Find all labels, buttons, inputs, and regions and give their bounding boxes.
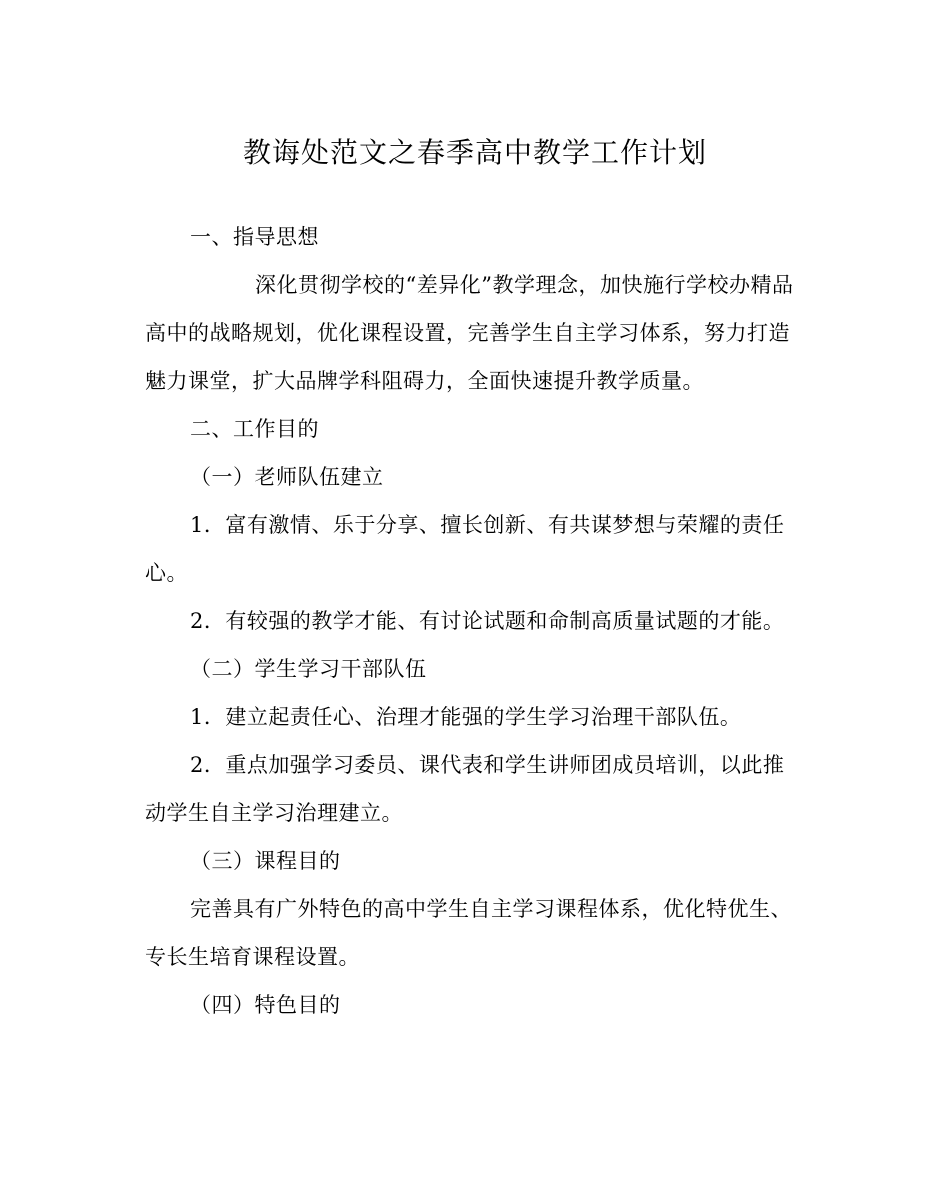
list-item: 2．有较强的教学才能、有讨论试题和命制高质量试题的才能。 xyxy=(190,609,785,633)
list-item: 1．富有激情、乐于分享、擅长创新、有共谋梦想与荣耀的责任 xyxy=(190,513,785,537)
paragraph-line: 专长生培育课程设置。 xyxy=(145,945,360,969)
document-title: 教诲处范文之春季高中教学工作计划 xyxy=(242,136,707,169)
paragraph-line: 动学生自主学习治理建立。 xyxy=(145,801,403,825)
paragraph-line: 深化贯彻学校的“差异化”教学理念，加快施行学校办精品 xyxy=(255,273,794,297)
section-heading-work-goals: 二、工作目的 xyxy=(190,417,319,441)
list-item: 2．重点加强学习委员、课代表和学生讲师团成员培训，以此推 xyxy=(190,753,785,777)
paragraph-line: 心。 xyxy=(145,561,188,585)
paragraph-line: 完善具有广外特色的高中学生自主学习课程体系，优化特优生、 xyxy=(190,897,792,921)
section-heading-guiding-ideology: 一、指导思想 xyxy=(190,225,319,249)
subsection-heading-student-cadres: （二）学生学习干部队伍 xyxy=(190,657,427,681)
paragraph-line: 魅力课堂，扩大品牌学科阻碍力，全面快速提升教学质量。 xyxy=(145,369,704,393)
subsection-heading-feature-goals: （四）特色目的 xyxy=(190,993,341,1017)
subsection-heading-curriculum-goals: （三）课程目的 xyxy=(190,849,341,873)
list-item: 1．建立起责任心、治理才能强的学生学习治理干部队伍。 xyxy=(190,705,742,729)
paragraph-line: 高中的战略规划，优化课程设置，完善学生自主学习体系，努力打造 xyxy=(145,321,790,345)
subsection-heading-teacher-team: （一）老师队伍建立 xyxy=(190,465,384,489)
